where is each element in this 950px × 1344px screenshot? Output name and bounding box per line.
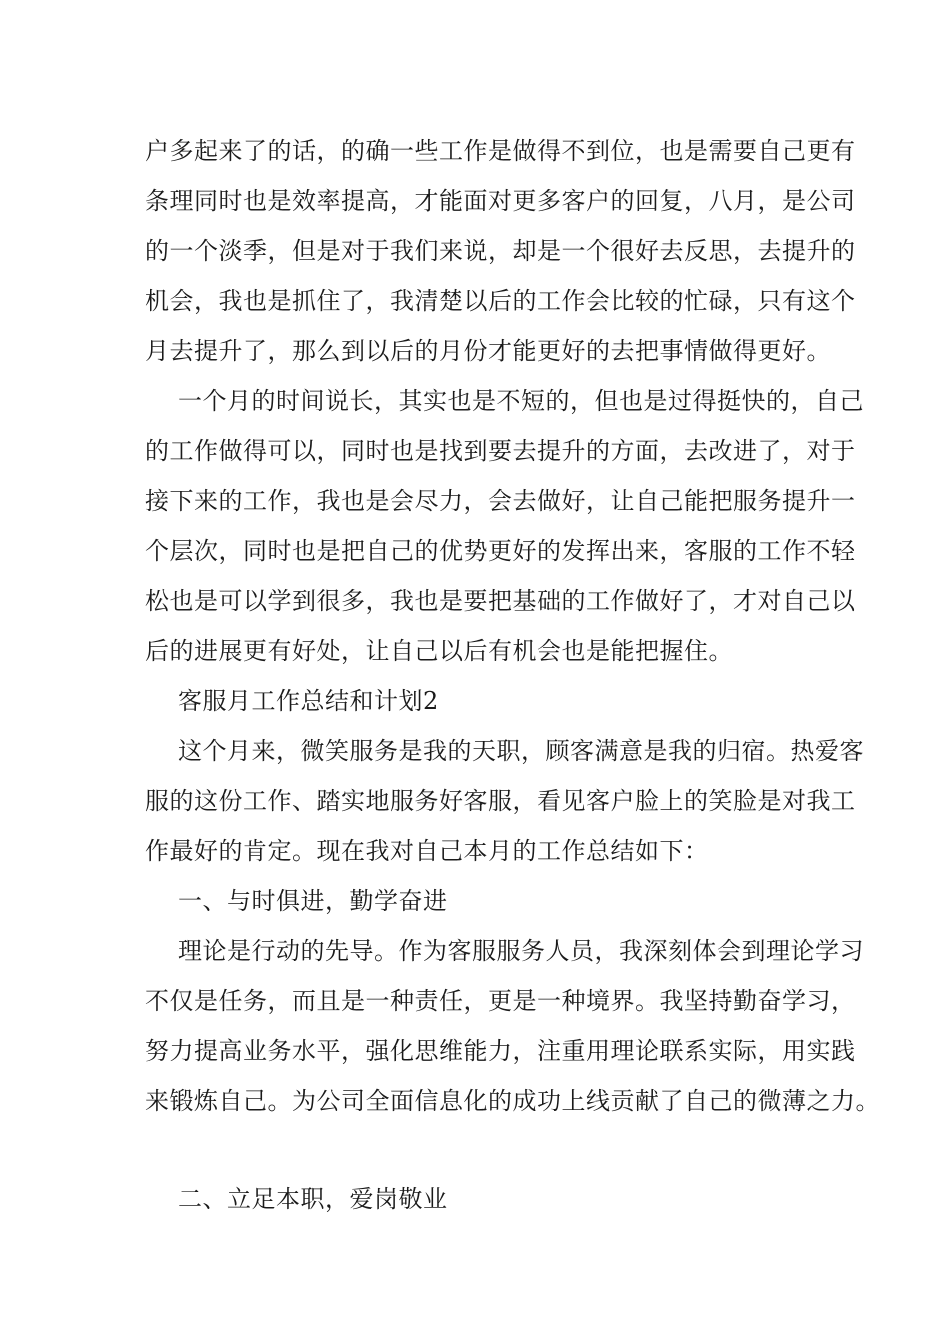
section-heading: 二、立足本职，爱岗敬业 bbox=[178, 1185, 448, 1213]
paragraph-line: 月去提升了，那么到以后的月份才能更好的去把事情做得更好。 bbox=[145, 337, 831, 365]
paragraph-line: 机会，我也是抓住了，我清楚以后的工作会比较的忙碌，只有这个 bbox=[145, 287, 856, 315]
paragraph-line: 这个月来，微笑服务是我的天职，顾客满意是我的归宿。热爱客 bbox=[178, 737, 864, 765]
paragraph-line: 的一个淡季，但是对于我们来说，却是一个很好去反思，去提升的 bbox=[145, 237, 856, 265]
paragraph-line: 后的进展更有好处，让自己以后有机会也是能把握住。 bbox=[145, 637, 733, 665]
paragraph-line: 接下来的工作，我也是会尽力，会去做好，让自己能把服务提升一 bbox=[145, 487, 856, 515]
paragraph-line: 作最好的肯定。现在我对自己本月的工作总结如下： bbox=[145, 837, 709, 865]
section-title: 客服月工作总结和计划2 bbox=[178, 687, 439, 715]
paragraph-line: 来锻炼自己。为公司全面信息化的成功上线贡献了自己的微薄之力。 bbox=[145, 1087, 880, 1115]
paragraph-line: 的工作做得可以，同时也是找到要去提升的方面，去改进了，对于 bbox=[145, 437, 856, 465]
paragraph-line: 松也是可以学到很多，我也是要把基础的工作做好了，才对自己以 bbox=[145, 587, 856, 615]
paragraph-line: 服的这份工作、踏实地服务好客服，看见客户脸上的笑脸是对我工 bbox=[145, 787, 856, 815]
section-heading: 一、与时俱进，勤学奋进 bbox=[178, 887, 448, 915]
paragraph-line: 个层次，同时也是把自己的优势更好的发挥出来，客服的工作不轻 bbox=[145, 537, 856, 565]
paragraph-line: 理论是行动的先导。作为客服服务人员，我深刻体会到理论学习 bbox=[178, 937, 864, 965]
paragraph-line: 一个月的时间说长，其实也是不短的，但也是过得挺快的，自己 bbox=[178, 387, 864, 415]
paragraph-line: 户多起来了的话，的确一些工作是做得不到位，也是需要自己更有 bbox=[145, 137, 856, 165]
paragraph-line: 努力提高业务水平，强化思维能力，注重用理论联系实际，用实践 bbox=[145, 1037, 856, 1065]
paragraph-line: 条理同时也是效率提高，才能面对更多客户的回复，八月，是公司 bbox=[145, 187, 856, 215]
paragraph-line: 不仅是任务，而且是一种责任，更是一种境界。我坚持勤奋学习， bbox=[145, 987, 856, 1015]
